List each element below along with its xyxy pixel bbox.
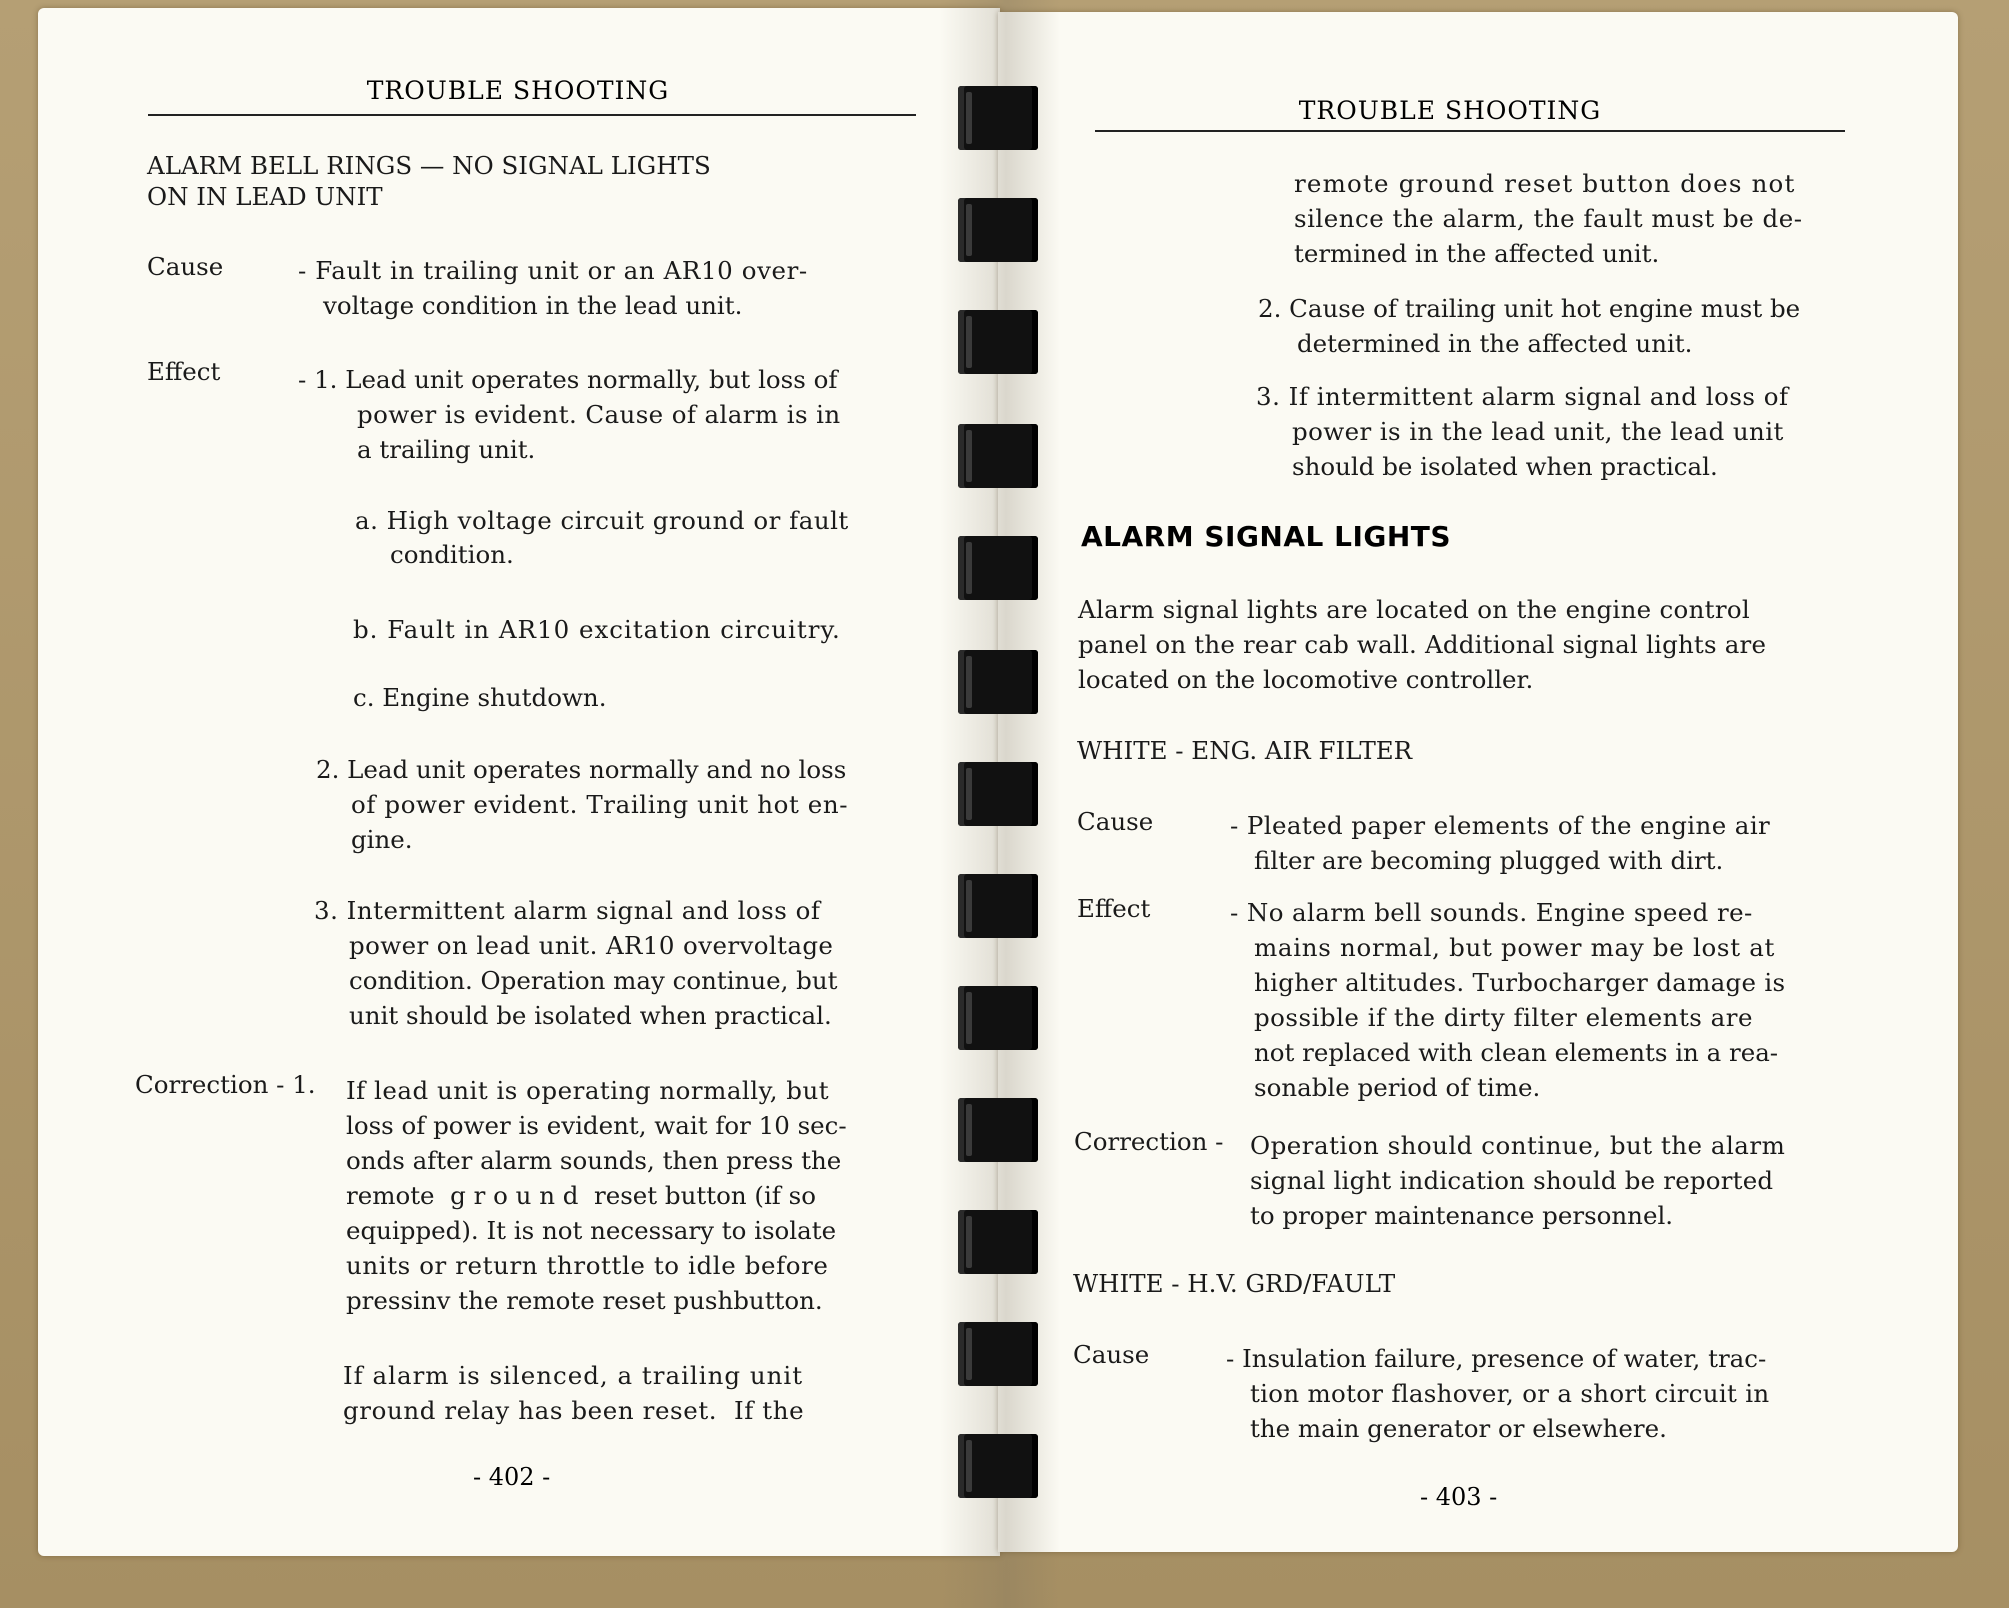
right-cont-line-2: silence the alarm, the fault must be de- — [1294, 204, 1803, 233]
correction1-line-2: loss of power is evident, wait for 10 sec- — [346, 1111, 847, 1140]
intro-line-3: located on the locomotive controller. — [1078, 665, 1534, 694]
correction1-line-1: If lead unit is operating normally, but — [346, 1076, 830, 1105]
right-item2-line-1: 2. Cause of trailing unit hot engine must be — [1258, 294, 1801, 323]
correction1-line-7: pressinv the remote reset pushbutton. — [346, 1286, 823, 1315]
sub1-correction-label: Correction - — [1074, 1127, 1224, 1156]
sub1-effect-line-2: mains normal, but power may be lost at — [1254, 933, 1776, 962]
sub1-effect-line-6: sonable period of time. — [1254, 1073, 1541, 1102]
binding-ring — [958, 1434, 1038, 1498]
effect1-line-2: power is evident. Cause of alarm is in — [357, 400, 841, 429]
binding-ring — [958, 874, 1038, 938]
right-item3-line-2: power is in the lead unit, the lead unit — [1292, 417, 1784, 446]
effect3-line-1: 3. Intermittent alarm signal and loss of — [314, 896, 821, 925]
effect1-line-3: a trailing unit. — [357, 435, 536, 464]
binding-ring — [958, 762, 1038, 826]
correction1-line-4: remote g r o u n d reset button (if so — [346, 1181, 816, 1210]
right-header-rule — [1095, 130, 1845, 132]
binding-ring — [958, 1322, 1038, 1386]
effect2-line-2: of power evident. Trailing unit hot en- — [351, 790, 849, 819]
sub2-title: WHITE - H.V. GRD/FAULT — [1073, 1269, 1396, 1298]
sub1-effect-line-4: possible if the dirty filter elements are — [1254, 1003, 1753, 1032]
sub1-cause-label: Cause — [1077, 807, 1154, 836]
binding-ring — [958, 424, 1038, 488]
sub1-correction-line-1: Operation should continue, but the alarm — [1250, 1131, 1786, 1160]
right-item3-line-1: 3. If intermittent alarm signal and loss of — [1256, 382, 1789, 411]
left-page-header: TROUBLE SHOOTING — [366, 76, 670, 105]
effect-label: Effect — [147, 357, 221, 386]
cause-line-1: - Fault in trailing unit or an AR10 over- — [298, 256, 808, 285]
cause-line-2: voltage condition in the lead unit. — [323, 291, 743, 320]
binding-ring — [958, 198, 1038, 262]
sub2-cause-label: Cause — [1073, 1340, 1150, 1369]
effect3-line-3: condition. Operation may continue, but — [349, 966, 838, 995]
right-page-number: - 403 - — [1420, 1483, 1498, 1511]
intro-line-2: panel on the rear cab wall. Additional signal lights are — [1078, 630, 1767, 659]
binding-ring — [958, 1098, 1038, 1162]
sub1-cause-line-2: filter are becoming plugged with dirt. — [1254, 846, 1724, 875]
effect3-line-2: power on lead unit. AR10 overvoltage — [349, 931, 834, 960]
right-item3-line-3: should be isolated when practical. — [1292, 452, 1718, 481]
binding-ring — [958, 86, 1038, 150]
effect1-line-1: - 1. Lead unit operates normally, but loss of — [298, 365, 838, 394]
binding-ring — [958, 536, 1038, 600]
sub1-effect-line-3: higher altitudes. Turbocharger damage is — [1254, 968, 1786, 997]
cause-label: Cause — [147, 252, 224, 281]
sub-c: c. Engine shutdown. — [353, 683, 607, 712]
right-page-header: TROUBLE SHOOTING — [1298, 96, 1602, 125]
correction1-line-3: onds after alarm sounds, then press the — [346, 1146, 842, 1175]
sub1-effect-line-1: - No alarm bell sounds. Engine speed re- — [1230, 898, 1753, 927]
sub-a-line-1: a. High voltage circuit ground or fault — [355, 506, 849, 535]
left-page-number: - 402 - — [473, 1463, 551, 1491]
correction1-line-5: equipped). It is not necessary to isolate — [346, 1216, 837, 1245]
intro-line-1: Alarm signal lights are located on the engine control — [1078, 595, 1751, 624]
binding-ring — [958, 986, 1038, 1050]
right-item2-line-2: determined in the affected unit. — [1297, 329, 1693, 358]
right-cont-line-3: termined in the affected unit. — [1294, 239, 1660, 268]
sub-a-line-2: condition. — [390, 540, 514, 569]
correction-label: Correction - 1. — [135, 1070, 316, 1099]
correction1-line-6: units or return throttle to idle before — [346, 1251, 829, 1280]
left-header-rule — [148, 114, 916, 116]
effect3-line-4: unit should be isolated when practical. — [349, 1001, 832, 1030]
sub1-cause-line-1: - Pleated paper elements of the engine air — [1230, 811, 1771, 840]
left-section-title-line2: ON IN LEAD UNIT — [147, 182, 383, 211]
binding-ring — [958, 650, 1038, 714]
correction-cont-line-2: ground relay has been reset. If the — [343, 1396, 805, 1425]
sub1-effect-label: Effect — [1077, 894, 1151, 923]
sub1-effect-line-5: not replaced with clean elements in a rea- — [1254, 1038, 1779, 1067]
sub2-cause-line-3: the main generator or elsewhere. — [1250, 1414, 1667, 1443]
binding-ring — [958, 1210, 1038, 1274]
sub1-correction-line-2: signal light indication should be reported — [1250, 1166, 1774, 1195]
sub-b: b. Fault in AR10 excitation circuitry. — [353, 615, 841, 644]
left-section-title-line1: ALARM BELL RINGS — NO SIGNAL LIGHTS — [147, 151, 711, 180]
effect2-line-3: gine. — [351, 825, 413, 854]
right-cont-line-1: remote ground reset button does not — [1294, 169, 1796, 198]
alarm-signal-lights-heading: ALARM SIGNAL LIGHTS — [1081, 520, 1452, 553]
effect2-line-1: 2. Lead unit operates normally and no loss — [316, 755, 847, 784]
binding-ring — [958, 310, 1038, 374]
correction-cont-line-1: If alarm is silenced, a trailing unit — [343, 1361, 804, 1390]
sub1-correction-line-3: to proper maintenance personnel. — [1250, 1201, 1674, 1230]
sub1-title: WHITE - ENG. AIR FILTER — [1077, 736, 1413, 765]
sub2-cause-line-1: - Insulation failure, presence of water, trac- — [1226, 1344, 1767, 1373]
sub2-cause-line-2: tion motor flashover, or a short circuit in — [1250, 1379, 1770, 1408]
